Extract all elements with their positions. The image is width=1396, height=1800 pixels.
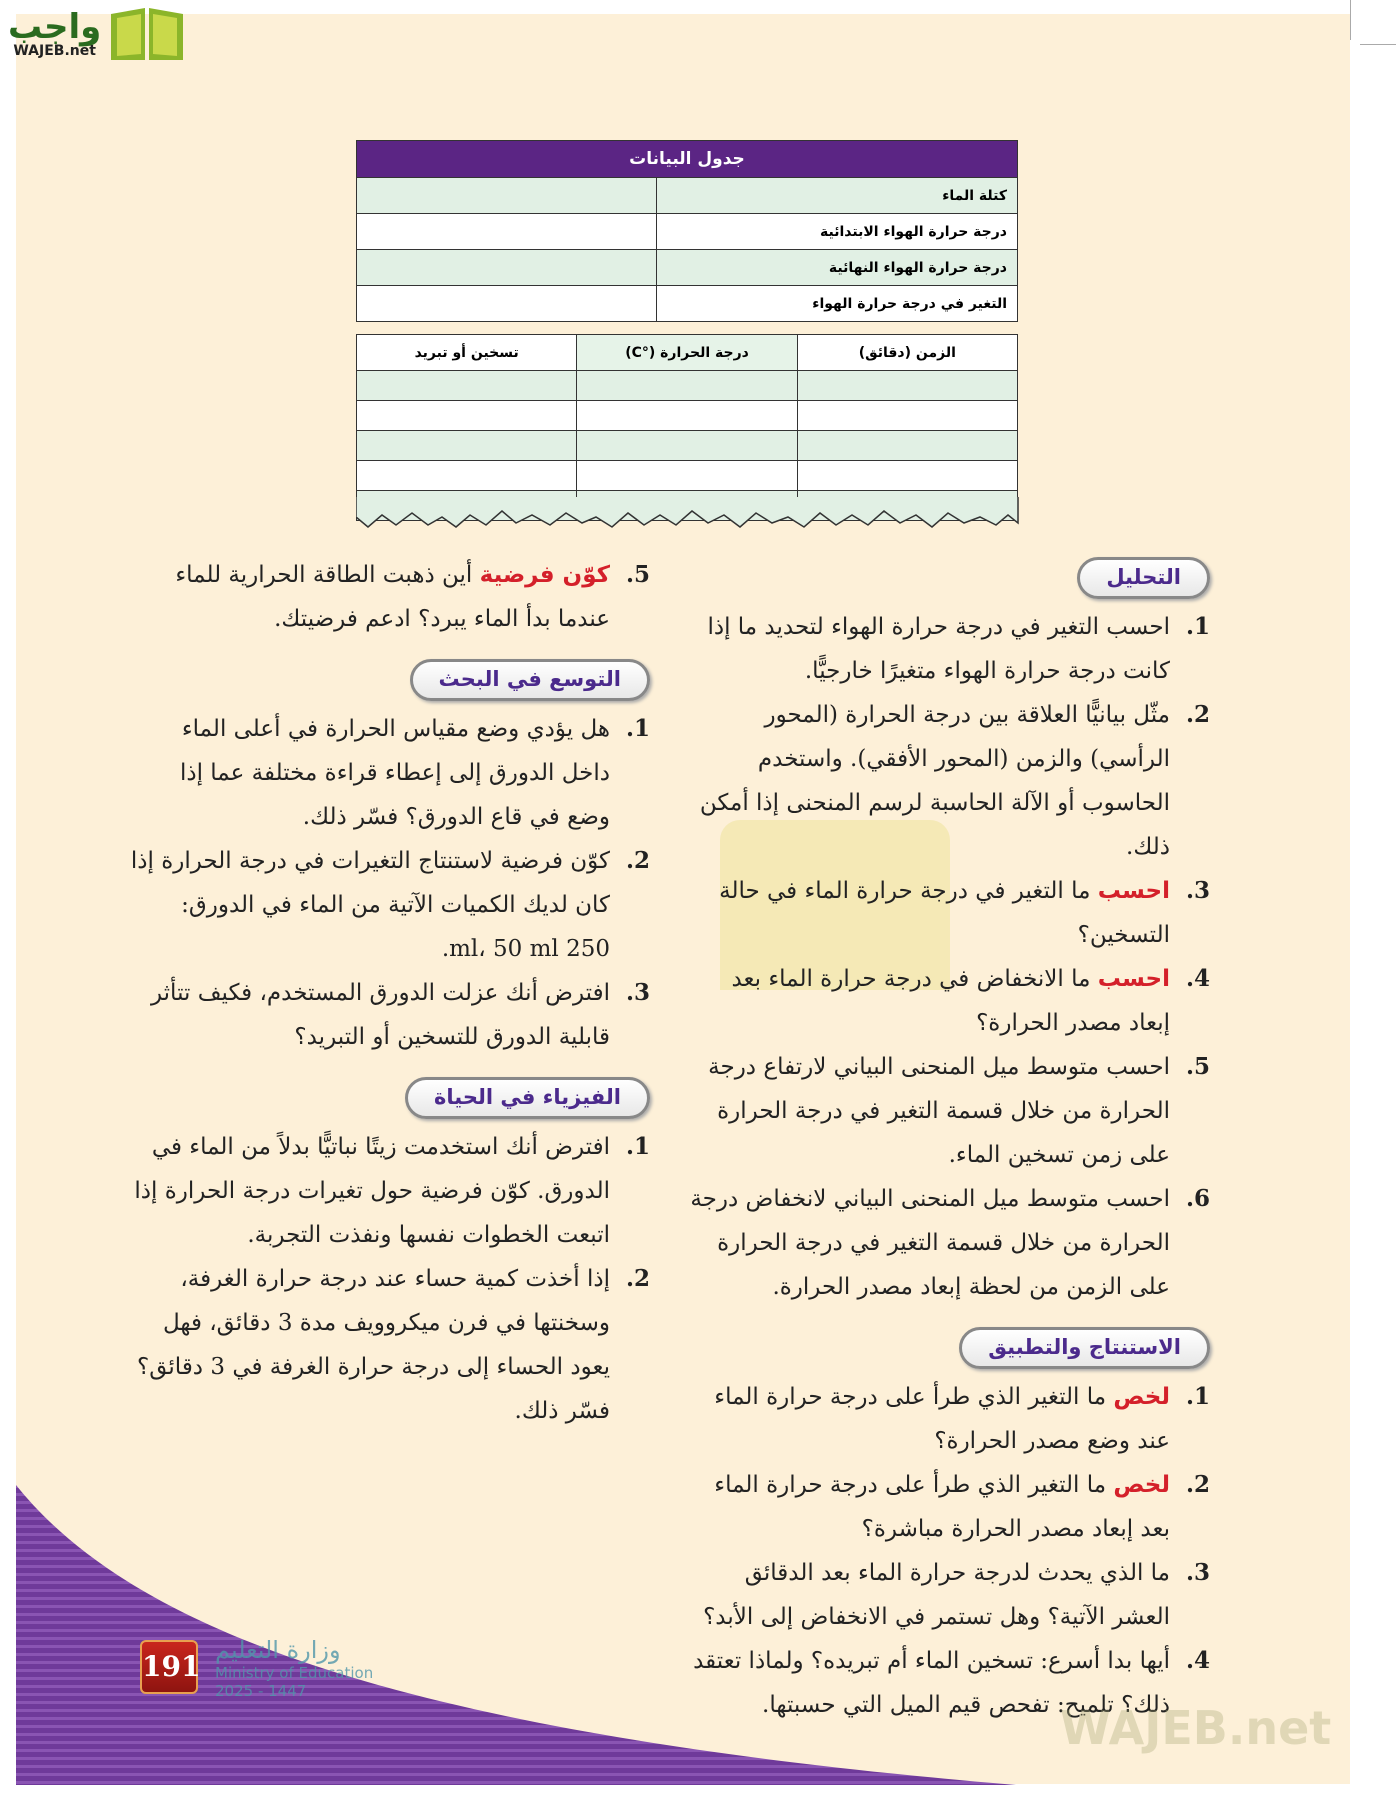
item-number: 3. — [1185, 877, 1210, 904]
list-item — [690, 869, 1210, 957]
page-number: 191 — [140, 1640, 198, 1694]
cell[interactable] — [797, 461, 1017, 491]
item-text: كوّن فرضية لاستنتاج التغيرات في درجة الحرارة إذا كان لديك الكميات الآتية من الماء في الدورق: 250 ml، 50 ml. — [130, 848, 610, 962]
value-cell[interactable] — [357, 178, 657, 214]
value-cell[interactable] — [357, 286, 657, 322]
list-item — [690, 1045, 1210, 1177]
logo-latin: WAJEB.net — [13, 43, 96, 59]
item-text: ما التغير الذي طرأ على درجة حرارة الماء عند وضع مصدر الحرارة؟ — [714, 1384, 1170, 1454]
row-label: درجة حرارة الهواء النهائية — [657, 250, 1018, 286]
ministry-english: Ministry of Education — [215, 1664, 374, 1682]
list-item — [690, 1375, 1210, 1463]
value-cell[interactable] — [357, 214, 657, 250]
item-text: احسب متوسط ميل المنحنى البياني لارتفاع درجة الحرارة من خلال قسمة التغير في درجة الحرارة على زمن تسخين الماء. — [708, 1054, 1170, 1168]
item-number: 2. — [1185, 1471, 1210, 1498]
ministry-logo — [215, 1636, 373, 1700]
item-text: إذا أخذت كمية حساء عند درجة حرارة الغرفة، وسخنتها في فرن ميكروويف مدة 3 دقائق، فهل يعود الحساء إلى درجة حرارة الغرفة في 3 دقائق؟ فسّر ذلك. — [137, 1266, 610, 1424]
value-cell[interactable] — [357, 250, 657, 286]
header-temperature: درجة الحرارة (°C) — [577, 335, 797, 371]
data-table-title: جدول البيانات — [357, 141, 1018, 178]
list-item — [130, 553, 650, 641]
cell[interactable] — [797, 401, 1017, 431]
item-text: هل يؤدي وضع مقياس الحرارة في أعلى الماء داخل الدورق إلى إعطاء قراءة مختلفة عما إذا وضع في قاع الدورق؟ فسّر ذلك. — [179, 716, 610, 830]
item-number: 1. — [1185, 613, 1210, 640]
section-heading-life: الفيزياء في الحياة — [405, 1077, 650, 1119]
list-item — [130, 839, 650, 971]
item-number: 3. — [625, 979, 650, 1006]
item-number: 1. — [1185, 1383, 1210, 1410]
list-item — [690, 957, 1210, 1045]
item-number: 4. — [1185, 1647, 1210, 1674]
list-item — [690, 693, 1210, 869]
item-text: ما التغير الذي طرأ على درجة حرارة الماء بعد إبعاد مصدر الحرارة مباشرة؟ — [714, 1472, 1170, 1542]
item-number: 1. — [625, 1133, 650, 1160]
list-item — [130, 707, 650, 839]
book-icon — [107, 4, 187, 64]
header-heating-cooling: تسخين أو تبريد — [357, 335, 577, 371]
section-heading-research: التوسع في البحث — [410, 659, 650, 701]
keyword: كوّن فرضية — [479, 562, 610, 588]
time-temperature-table — [356, 334, 1018, 521]
item-number: 4. — [1185, 965, 1210, 992]
list-item — [130, 971, 650, 1059]
item-number: 3. — [1185, 1559, 1210, 1586]
row-label: درجة حرارة الهواء الابتدائية — [657, 214, 1018, 250]
row-label: التغير في درجة حرارة الهواء — [657, 286, 1018, 322]
item-text: ما الانخفاض في درجة حرارة الماء بعد إبعاد مصدر الحرارة؟ — [731, 966, 1170, 1036]
left-column — [130, 553, 650, 1433]
cell[interactable] — [577, 401, 797, 431]
cell[interactable] — [357, 461, 577, 491]
list-item — [130, 1125, 650, 1257]
cell[interactable] — [357, 431, 577, 461]
cell[interactable] — [577, 461, 797, 491]
item-text: مثّل بيانيًّا العلاقة بين درجة الحرارة (المحور الرأسي) والزمن (المحور الأفقي). واستخدم الحاسوب أو الآلة الحاسبة لرسم المنحنى إذا أمكن ذلك. — [699, 702, 1170, 860]
item-text: احسب متوسط ميل المنحنى البياني لانخفاض درجة الحرارة من خلال قسمة التغير في درجة الحرارة على الزمن من لحظة إبعاد مصدر الحرارة. — [690, 1186, 1170, 1300]
cell[interactable] — [797, 371, 1017, 401]
list-item — [690, 605, 1210, 693]
item-number: 5. — [625, 561, 650, 588]
keyword: احسب — [1097, 878, 1170, 904]
item-number: 2. — [625, 1265, 650, 1292]
item-text: أيها بدا أسرع: تسخين الماء أم تبريده؟ ولماذا تعتقد ذلك؟ تلميح: تفحص قيم الميل التي حسبتها. — [693, 1648, 1170, 1718]
torn-edge — [356, 497, 1020, 537]
cell[interactable] — [357, 401, 577, 431]
keyword: لخص — [1113, 1472, 1170, 1498]
section-heading-conclude: الاستنتاج والتطبيق — [959, 1327, 1210, 1369]
item-text: أين ذهبت الطاقة الحرارية للماء عندما بدأ الماء يبرد؟ ادعم فرضيتك. — [175, 562, 610, 632]
cell[interactable] — [797, 431, 1017, 461]
item-number: 6. — [1185, 1185, 1210, 1212]
item-number: 5. — [1185, 1053, 1210, 1080]
crop-mark — [1350, 0, 1351, 40]
item-number: 1. — [625, 715, 650, 742]
keyword: احسب — [1097, 966, 1170, 992]
logo-arabic: واجب — [8, 7, 102, 47]
cell[interactable] — [357, 371, 577, 401]
item-text: افترض أنك استخدمت زيتًا نباتيًّا بدلاً من الماء في الدورق. كوّن فرضية حول تغيرات درجة الحرارة إذا اتبعت الخطوات نفسها ونفذت التجربة. — [134, 1134, 610, 1248]
purple-corner-decoration — [16, 1485, 1016, 1785]
item-number: 2. — [625, 847, 650, 874]
item-text: افترض أنك عزلت الدورق المستخدم، فكيف تتأثر قابلية الدورق للتسخين أو التبريد؟ — [150, 980, 610, 1050]
crop-mark — [1360, 44, 1396, 45]
list-item — [690, 1177, 1210, 1309]
data-table — [356, 140, 1018, 322]
row-label: كتلة الماء — [657, 178, 1018, 214]
watermark: WAJEB.net — [1060, 1701, 1332, 1755]
list-item — [130, 1257, 650, 1433]
item-number: 2. — [1185, 701, 1210, 728]
section-heading-analysis: التحليل — [1077, 557, 1210, 599]
keyword: لخص — [1113, 1384, 1170, 1410]
header-time: الزمن (دقائق) — [797, 335, 1017, 371]
item-text: ما الذي يحدث لدرجة حرارة الماء بعد الدقائق العشر الآتية؟ وهل تستمر في الانخفاض إلى الأبد؟ — [703, 1560, 1170, 1630]
ministry-arabic: وزارة التعليم — [215, 1636, 341, 1664]
wajeb-logo — [8, 4, 187, 64]
cell[interactable] — [577, 371, 797, 401]
ministry-year: 2025 - 1447 — [215, 1682, 307, 1700]
item-text: ما التغير في درجة حرارة الماء في حالة التسخين؟ — [719, 878, 1170, 948]
item-text: احسب التغير في درجة حرارة الهواء لتحديد ما إذا كانت درجة حرارة الهواء متغيرًا خارجيًّا. — [707, 614, 1170, 684]
cell[interactable] — [577, 431, 797, 461]
